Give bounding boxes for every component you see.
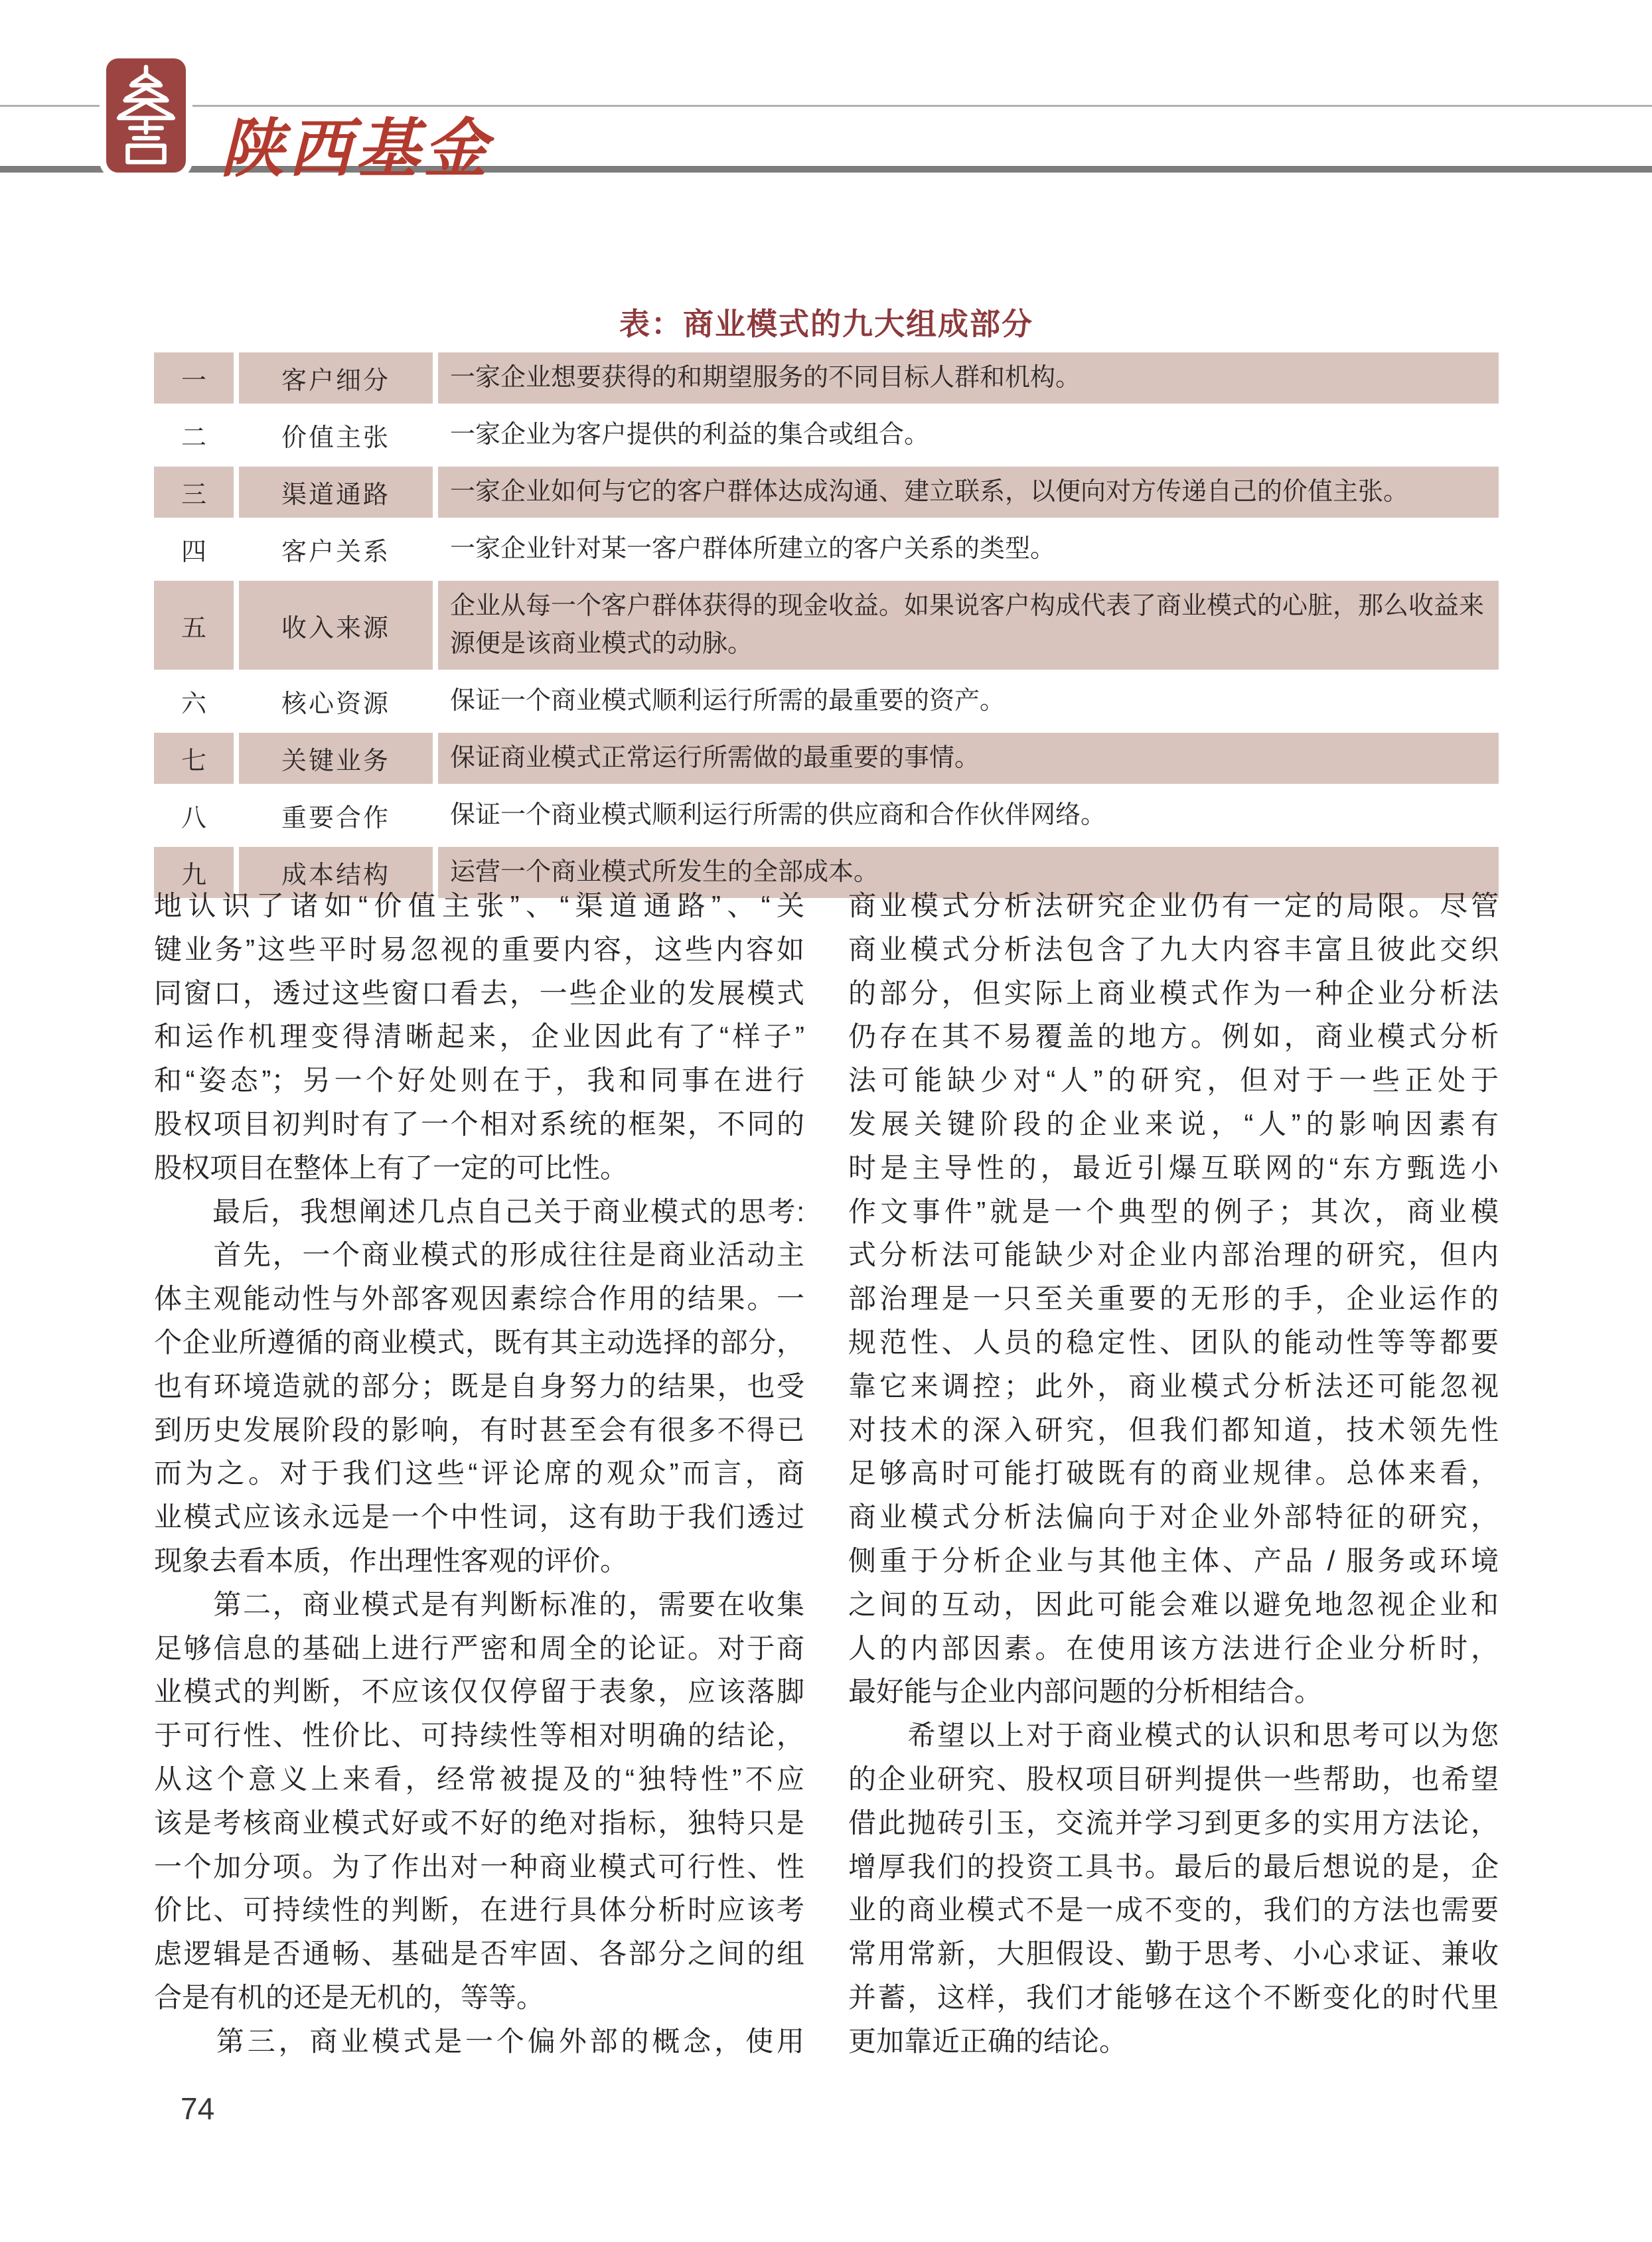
text-line: 体主观能动性与外部客观因素综合作用的结果。一 xyxy=(154,1283,804,1315)
text-line: 股权项目在整体上有了一定的可比性。 xyxy=(154,1152,629,1183)
row-term: 核心资源 xyxy=(281,690,390,718)
text-line: 第三，商业模式是一个偏外部的概念，使用 xyxy=(154,2025,804,2057)
text-line: 借此抛砖引玉，交流并学习到更多的实用方法论， xyxy=(848,1807,1499,1838)
article-left-column xyxy=(154,884,804,2063)
text-line: 增厚我们的投资工具书。最后的最后想说的是，企 xyxy=(848,1850,1499,1882)
row-description: 一家企业为客户提供的利益的集合或组合。 xyxy=(450,421,930,449)
table-row xyxy=(154,676,1499,727)
text-line: 股权项目初判时有了一个相对系统的框架，不同的 xyxy=(154,1108,804,1140)
text-line: 于可行性、性价比、可持续性等相对明确的结论， xyxy=(154,1720,804,1752)
text-line: 常用常新，大胆假设、勤于思考、小心求证、兼收 xyxy=(848,1938,1499,1970)
text-line: 地认识了诸如“价值主张”、“渠道通路”、“关 xyxy=(154,890,804,921)
row-number: 八 xyxy=(181,804,206,832)
text-line: 最后，我想阐述几点自己关于商业模式的思考: xyxy=(154,1195,804,1227)
text-line: 靠它来调控；此外，商业模式分析法还可能忽视 xyxy=(848,1370,1499,1402)
text-line: 的企业研究、股权项目研判提供一些帮助，也希望 xyxy=(848,1763,1499,1795)
text-line: 足够高时可能打破既有的商业规律。总体来看， xyxy=(848,1457,1499,1489)
text-line: 发展关键阶段的企业来说，“人”的影响因素有 xyxy=(848,1108,1499,1140)
row-term: 重要合作 xyxy=(281,804,390,832)
text-line: 业模式的判断，不应该仅仅停留于表象，应该落脚 xyxy=(154,1676,804,1708)
row-description: 运营一个商业模式所发生的全部成本。 xyxy=(438,847,1499,898)
text-line: 法可能缺少对“人”的研究，但对于一些正处于 xyxy=(848,1065,1499,1096)
text-line: 业模式应该永远是一个中性词，这有助于我们透过 xyxy=(154,1501,804,1533)
row-term: 客户细分 xyxy=(239,352,433,404)
row-number: 三 xyxy=(154,467,234,518)
row-number: 四 xyxy=(181,538,206,566)
row-term: 渠道通路 xyxy=(239,467,433,518)
text-line: 从这个意义上来看，经常被提及的“独特性”不应 xyxy=(154,1763,804,1795)
text-line: 希望以上对于商业模式的认识和思考可以为您 xyxy=(848,1720,1499,1752)
row-description: 保证商业模式正常运行所需做的最重要的事情。 xyxy=(438,733,1499,784)
pagoda-seal-icon xyxy=(100,52,192,179)
text-line: 同窗口，透过这些窗口看去，一些企业的发展模式 xyxy=(154,977,804,1009)
text-line: 作文事件”就是一个典型的例子；其次，商业模 xyxy=(848,1195,1499,1227)
row-description: 保证一个商业模式顺利运行所需的最重要的资产。 xyxy=(450,687,1006,715)
text-line: 到历史发展阶段的影响，有时甚至会有很多不得已 xyxy=(154,1414,804,1446)
page-number: 74 xyxy=(181,2091,215,2126)
row-description: 企业从每一个客户群体获得的现金收益。如果说客户构成代表了商业模式的心脏，那么收益来源便是该商业模式的动脉。 xyxy=(438,581,1499,670)
text-line: 合是有机的还是无机的，等等。 xyxy=(154,1981,545,2013)
row-term: 客户关系 xyxy=(281,538,390,566)
row-number: 一 xyxy=(154,352,234,404)
text-line: 商业模式分析法研究企业仍有一定的局限。尽管 xyxy=(848,890,1499,921)
row-number: 二 xyxy=(181,424,206,452)
row-number: 七 xyxy=(154,733,234,784)
table-title: 表：商业模式的九大组成部分 xyxy=(619,307,1033,341)
text-line: 一个加分项。为了作出对一种商业模式可行性、性 xyxy=(154,1850,804,1882)
text-line: 的部分，但实际上商业模式作为一种企业分析法 xyxy=(848,977,1499,1009)
text-line: 第二，商业模式是有判断标准的，需要在收集 xyxy=(154,1588,804,1620)
text-line: 商业模式分析法偏向于对企业外部特征的研究， xyxy=(848,1501,1499,1533)
text-line: 和运作机理变得清晰起来，企业因此有了“样子” xyxy=(154,1021,804,1053)
text-line: 键业务”这些平时易忽视的重要内容，这些内容如 xyxy=(154,933,804,965)
row-number: 六 xyxy=(181,690,206,718)
text-line: 个企业所遵循的商业模式，既有其主动选择的部分， xyxy=(154,1326,804,1358)
row-description: 一家企业想要获得的和期望服务的不同目标人群和机构。 xyxy=(438,352,1499,404)
text-line: 规范性、人员的稳定性、团队的能动性等等都要 xyxy=(848,1326,1499,1358)
text-line: 并蓄，这样，我们才能够在这个不断变化的时代里 xyxy=(848,1981,1499,2013)
text-line: 虑逻辑是否通畅、基础是否牢固、各部分之间的组 xyxy=(154,1938,804,1970)
text-line: 之间的互动，因此可能会难以避免地忽视企业和 xyxy=(848,1588,1499,1620)
text-line: 也有环境造就的部分；既是自身努力的结果，也受 xyxy=(154,1370,804,1402)
text-line: 而为之。对于我们这些“评论席的观众”而言，商 xyxy=(154,1457,804,1489)
table-row xyxy=(154,410,1499,461)
text-line: 价比、可持续性的判断，在进行具体分析时应该考 xyxy=(154,1894,804,1926)
row-term: 价值主张 xyxy=(281,424,390,452)
text-line: 时是主导性的，最近引爆互联网的“东方甄选小 xyxy=(848,1152,1499,1183)
table-row xyxy=(154,467,1499,518)
table-row xyxy=(154,790,1499,841)
text-line: 首先，一个商业模式的形成往往是商业活动主 xyxy=(154,1239,804,1271)
row-description: 保证一个商业模式顺利运行所需的供应商和合作伙伴网络。 xyxy=(450,801,1106,829)
table-row xyxy=(154,733,1499,784)
row-description: 一家企业针对某一客户群体所建立的客户关系的类型。 xyxy=(450,535,1056,563)
text-line: 足够信息的基础上进行严密和周全的论证。对于商 xyxy=(154,1632,804,1664)
table-row xyxy=(154,352,1499,404)
business-model-table xyxy=(154,352,1499,904)
text-line: 部治理是一只至关重要的无形的手，企业运作的 xyxy=(848,1283,1499,1315)
table-row xyxy=(154,524,1499,575)
row-term: 成本结构 xyxy=(239,847,433,898)
article-right-column xyxy=(848,884,1499,2063)
table-row xyxy=(154,581,1499,670)
text-line: 对技术的深入研究，但我们都知道，技术领先性 xyxy=(848,1414,1499,1446)
row-term: 关键业务 xyxy=(239,733,433,784)
text-line: 该是考核商业模式好或不好的绝对指标，独特只是 xyxy=(154,1807,804,1838)
row-number: 五 xyxy=(154,581,234,670)
text-line: 更加靠近正确的结论。 xyxy=(848,2025,1128,2057)
text-line: 业的商业模式不是一成不变的，我们的方法也需要 xyxy=(848,1894,1499,1926)
text-line: 仍存在其不易覆盖的地方。例如，商业模式分析 xyxy=(848,1021,1499,1053)
text-line: 现象去看本质，作出理性客观的评价。 xyxy=(154,1544,629,1576)
text-line: 商业模式分析法包含了九大内容丰富且彼此交织 xyxy=(848,933,1499,965)
brand-name: 陕西基金 xyxy=(220,113,491,185)
row-description: 一家企业如何与它的客户群体达成沟通、建立联系，以便向对方传递自己的价值主张。 xyxy=(438,467,1499,518)
text-line: 人的内部因素。在使用该方法进行企业分析时， xyxy=(848,1632,1499,1664)
text-line: 和“姿态”；另一个好处则在于，我和同事在进行 xyxy=(154,1065,804,1096)
text-line: 式分析法可能缺少对企业内部治理的研究，但内 xyxy=(848,1239,1499,1271)
text-line: 侧重于分析企业与其他主体、产品 / 服务或环境 xyxy=(848,1544,1499,1576)
row-term: 收入来源 xyxy=(239,581,433,670)
text-line: 最好能与企业内部问题的分析相结合。 xyxy=(848,1676,1323,1708)
row-number: 九 xyxy=(154,847,234,898)
